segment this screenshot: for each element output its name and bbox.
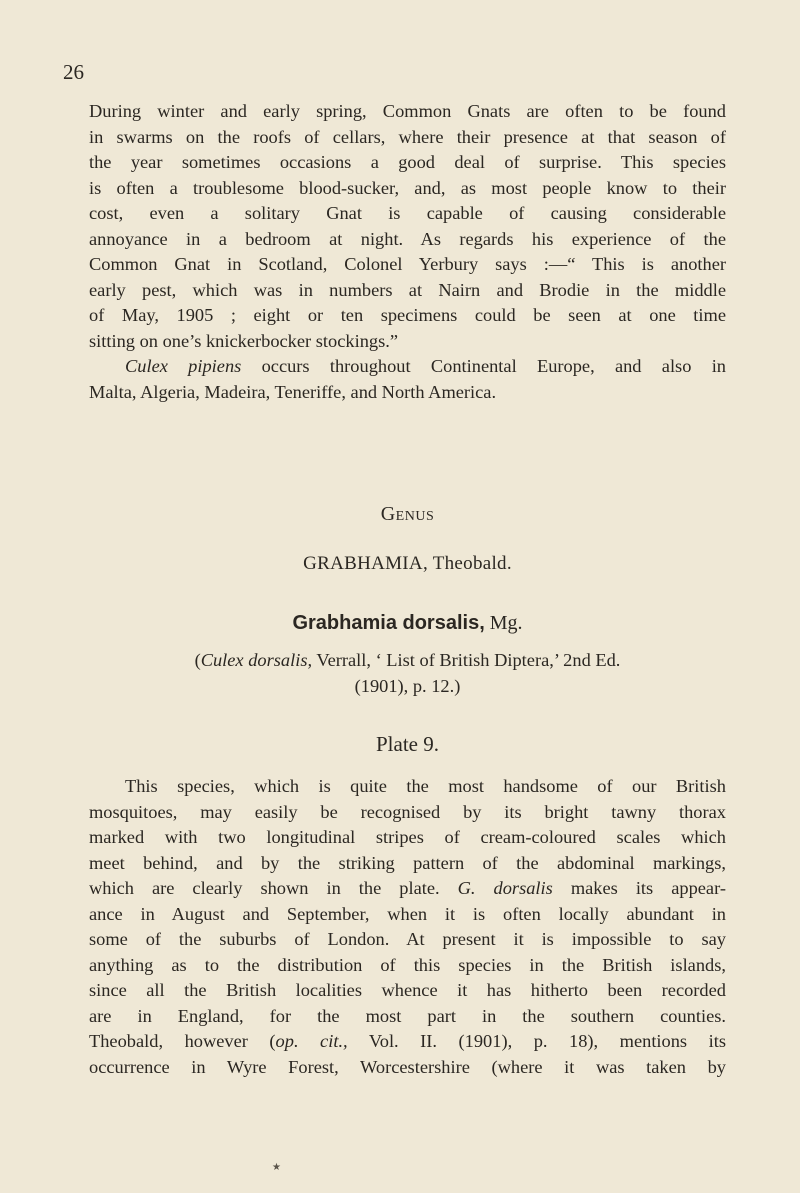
text-line: sitting on one’s knickerbocker stockings.” — [89, 330, 399, 351]
page-number: 26 — [63, 60, 84, 84]
paragraph-grabhamia — [89, 774, 726, 1080]
synonym-line-1 — [89, 648, 726, 674]
text-line: anything as to the distribution of this species in the British islands, — [89, 954, 726, 975]
text-line: the year sometimes occasions a good deal of surprise. This species — [89, 152, 726, 172]
plate-reference: Plate 9. — [376, 732, 439, 756]
text-line: cost, even a solitary Gnat is capable of causing considerable — [89, 203, 726, 223]
text-line: During winter and early spring, Common Gnats are often to be found — [89, 101, 726, 121]
synonym-italic: Culex dorsalis, — [200, 650, 313, 670]
text-fragment: occurs throughout Continental Europe, and also in — [241, 356, 727, 376]
paragraph-common-gnat — [89, 99, 726, 405]
text-line: meet behind, and by the striking pattern of the abdominal markings, — [89, 852, 726, 873]
text-line: of May, 1905 ; eight or ten specimens could be seen at one time — [89, 305, 726, 325]
paren: ( — [194, 650, 201, 670]
text-line: are in England, for the most part in the southern counties. — [89, 1005, 726, 1026]
text-line: early pest, which was in numbers at Nairn and Brodie in the middle — [89, 279, 726, 300]
synonym-citation — [89, 648, 726, 699]
text-line: since all the British localities whence it has hitherto been recorded — [89, 980, 726, 1000]
species-heading — [89, 612, 726, 635]
text-line: is often a troublesome blood-sucker, and, as most people know to their — [89, 177, 726, 198]
text-line: in swarms on the roofs of cellars, where their presence at that season of — [89, 126, 726, 147]
text-fragment: Verrall, ‘ List of British Diptera,’ 2nd Ed. — [312, 650, 621, 670]
species-italic: Culex pipiens — [125, 356, 242, 376]
printer-mark-icon: ★ — [272, 1162, 281, 1173]
text-line: Common Gnat in Scotland, Colonel Yerbury says :—“ This is another — [89, 254, 726, 274]
text-line: ance in August and September, when it is often locally abundant in — [89, 903, 726, 924]
text-fragment: Theobald, however ( — [89, 1031, 276, 1051]
text-line: occurrence in Wyre Forest, Worcestershire (where it was taken by — [89, 1056, 726, 1077]
genus-name: GRABHAMIA, Theobald. — [303, 553, 512, 574]
text-line-culex-pipiens — [89, 354, 726, 380]
species-author: Mg. — [484, 612, 523, 634]
text-line: Malta, Algeria, Madeira, Teneriffe, and North America. — [89, 381, 497, 402]
species-italic: G. dorsalis — [457, 878, 553, 898]
text-line: annoyance in a bedroom at night. As regards his experience of the — [89, 228, 726, 249]
text-line — [89, 1029, 726, 1055]
text-line: some of the suburbs of London. At present it is impossible to say — [89, 929, 726, 949]
text-line: marked with two longitudinal stripes of cream-coloured scales which — [89, 827, 726, 847]
genus-heading: Genus — [380, 503, 435, 525]
text-line — [89, 876, 726, 902]
text-fragment: makes its appear- — [552, 878, 726, 898]
text-line: mosquitoes, may easily be recognised by its bright tawny thorax — [89, 801, 726, 822]
synonym-line-2: (1901), p. 12.) — [354, 675, 461, 696]
text-fragment: This species, which is quite the most handsome of our British — [125, 776, 726, 796]
species-name: Grabhamia dorsalis, — [292, 612, 485, 634]
text-fragment: which are clearly shown in the plate. — [89, 878, 458, 898]
text-fragment: Vol. II. (1901), p. 18), mentions its — [347, 1031, 726, 1051]
citation-italic: op. cit., — [275, 1031, 348, 1051]
text-line — [89, 774, 726, 800]
